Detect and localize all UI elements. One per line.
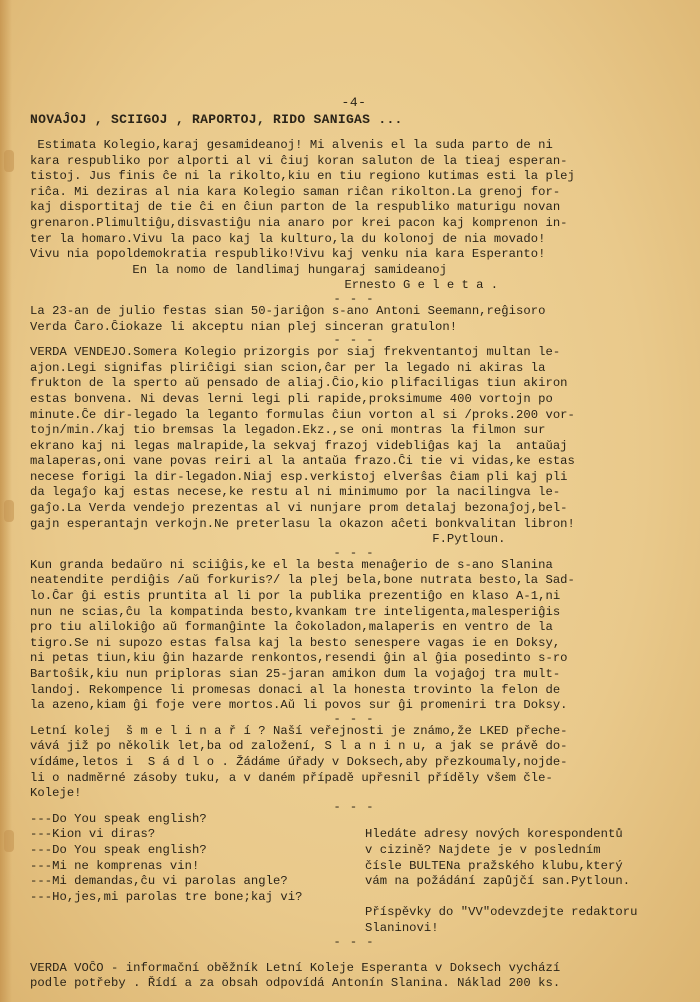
text-line: ---Mi demandas,ĉu vi parolas angle? (30, 874, 288, 889)
text-line: ---Do You speak english? (30, 811, 207, 826)
text-line: v cizině? Najdete je v posledním (365, 842, 601, 857)
text-line: landoj. Rekompence li promesas donaci al la honesta trovinto la felon de (30, 682, 561, 697)
text-line: Ernesto G e l e t a . (30, 278, 499, 293)
section-separator: - - - (333, 799, 375, 814)
text-line: frukton de la sperto aŭ pensado de aliaj.Ĉio,kio plifaciligas tiun akiron (30, 376, 568, 391)
text-line (365, 890, 678, 906)
birthday-section (30, 304, 678, 335)
text-line: vává již po několik let,ba od založení, S l a n i n u, a jak se právě do- (30, 739, 568, 754)
text-line: estas bonvena. Ni devas lerni legi pli rapide,proksimume 400 vortojn po (30, 391, 553, 406)
text-line: ter la homaro.Vivu la paco kaj la kulturo,la du kolonoj de nia movado! (30, 231, 546, 246)
text-line (365, 812, 678, 828)
section-separator: - - - (333, 934, 375, 949)
text-line: Slaninovi! (365, 920, 439, 935)
notice-column (365, 812, 678, 937)
text-line: gaĵo.La Verda vendejo prezentas al vi nunjare prom detalaj bezonaĵoj,bel- (30, 501, 568, 516)
text-line: tigro.Se ni supozo estas falsa kaj la besto senespere vagas ie en Doksy, (30, 635, 561, 650)
text-line: pro tiu alilokiĝo aŭ formanĝinte la ĉokoladon,malaperis en ventro de la (30, 620, 553, 635)
text-line: ---Kion vi diras? (30, 827, 156, 842)
text-line: minute.Ĉe dir-legado la leganto formulas ĉiun vorton al si /proks.200 vor- (30, 407, 575, 422)
text-line: Bartoŝik,kiu nun priploras sian 25-jaran amikon dum la vojaĝoj tra mult- (30, 667, 561, 681)
text-line: ---Do You speak english? (30, 842, 207, 857)
text-line: riĉa. Mi deziras al nia kara Kolegio saman riĉan rikolton.La grenoj for- (30, 184, 561, 199)
text-line: Vivu nia popoldemokratia respubliko!Vivu kaj venku nia kara Esperanto! (30, 247, 546, 262)
text-line: kaj disportitaj de tie ĉi en ĉiun parton de la respubliko maturigu novan (30, 200, 561, 215)
binding-hole (4, 830, 14, 852)
text-line: Letní kolej š m e l i n a ř í ? Naší veřejnosti je známo,že LKED přeche- (30, 723, 568, 738)
section-separator: - - - (333, 711, 375, 726)
text-line: tistoj. Jus finis ĉe ni la rikolto,kiu en tiu regiono kutimas esti la plej (30, 169, 575, 184)
colophon (30, 961, 678, 992)
text-line: nun ne scias,ĉu la kompatinda besto,kvankam tre inteligenta,malesperiĝis (30, 604, 561, 619)
text-line: ni petas tiun,kiu ĝin hazarde renkontos,resendi ĝin al ĝia posedinto s-ro (30, 651, 568, 666)
greeting-section (30, 138, 678, 294)
text-line: Koleje! (30, 786, 82, 801)
text-line: tojn/min./kaj tio bremsas la legadon.Ekz.,se oni montras la filmon sur (30, 423, 546, 438)
text-line: podle potřeby . Řídí a za obsah odpovídá Antonín Slanina. Náklad 200 ks. (30, 976, 561, 991)
text-line: La 23-an de julio festas sian 50-jariĝon s-ano Antoni Seemann,reĝisoro (30, 303, 546, 318)
text-line: Kun granda bedaŭro ni sciiĝis,ke el la besta menaĝerio de s-ano Slanina (30, 557, 553, 572)
text-line: čísle BULTENa pražského klubu,který (365, 858, 623, 873)
binding-hole (4, 500, 14, 522)
sadlo-section (30, 558, 678, 714)
text-line: neatendite perdiĝis /aŭ forkuris?/ la plej bela,bone nutrata besto,la Sad- (30, 573, 575, 588)
text-line: ekrano kaj ni legas malrapide,la sekvaj frazoj videbliĝas kaj la antaŭaj (30, 438, 568, 453)
dialogue-column (30, 812, 365, 937)
verda-vendejo-section (30, 345, 678, 548)
text-line: grenaron.Plimultiĝu,disvastiĝu nia anaro por krei pacon kaj komprenon in- (30, 215, 568, 230)
text-line: VERDA VENDEJO.Somera Kolegio prizorgis por siaj frekventantoj multan le- (30, 345, 561, 360)
text-line: la azeno,kiam ĝi foje vere mortos.Aŭ li povos sur ĝi promeniri tra Doksy. (30, 698, 568, 713)
text-line: ---Ho,jes,mi parolas tre bone;kaj vi? (30, 889, 303, 904)
text-line: lo.Ĉar ĝi estis pruntita al li por la publika prezentiĝo en klaso A-1,ni (30, 589, 561, 604)
text-line: da legaĵo kaj estas necese,ke restu al ni minimumo por la nacilingva le- (30, 485, 561, 500)
text-line: Hledáte adresy nových korespondentů (365, 827, 623, 842)
text-line: En la nomo de landlimaj hungaraj samideanoj (30, 262, 447, 277)
czech-notice-section (30, 724, 678, 802)
text-line: kara respubliko por alporti al vi ĉiuj koran saluton de la tieaj esperan- (30, 153, 568, 168)
section-separator: - - - (333, 291, 375, 306)
text-line: VERDA VOĈO - informační oběžník Letní Koleje Esperanta v Doksech vychází (30, 960, 561, 975)
author-signature: F.Pytloun. (30, 532, 506, 547)
text-line: gajn esperantajn verkojn.Ne preterlasu la okazon aĉeti bonkvalitan libron! (30, 516, 575, 531)
text-line: vídáme,letos i S á d l o . Žádáme úřady v Doksech,aby přezkoumaly,nojde- (30, 754, 568, 769)
dialogue-and-notice (30, 812, 678, 937)
text-line: Verda Ĉaro.Ĉiokaze li akceptu nian plej sinceran gratulon! (30, 319, 458, 334)
text-line: Příspěvky do "VV"odevzdejte redaktoru (365, 905, 638, 920)
text-line: vám na požádání zapůjčí san.Pytloun. (365, 874, 631, 889)
text-line: li o nadměrné zásoby tuku, a v daném případě upřesnil příděly všem čle- (30, 770, 553, 785)
text-line: necese forigi la dir-legadon.Niaj esp.verkistoj elverŝas ĉiam pli kaj pli (30, 469, 568, 484)
text-line: ajon.Legi signifas pliriĉigi sian scion,ĉar per la legado ni akiras la (30, 360, 546, 375)
section-separator: - - - (333, 333, 375, 348)
text-line: ---Mi ne komprenas vin! (30, 858, 200, 873)
binding-hole (4, 150, 14, 172)
page-headline: NOVAĴOJ , SCIIGOJ , RAPORTOJ, RIDO SANIGAS ... (30, 112, 403, 127)
text-line: malaperas,oni vane povas reiri al la antaŭa frazo.Ĉi tie vi vidas,ke estas (30, 454, 575, 469)
page-number: -4- (341, 95, 367, 110)
section-separator: - - - (333, 545, 375, 560)
text-line: Estimata Kolegio,karaj gesamideanoj! Mi alvenis el la suda parto de ni (30, 138, 553, 152)
